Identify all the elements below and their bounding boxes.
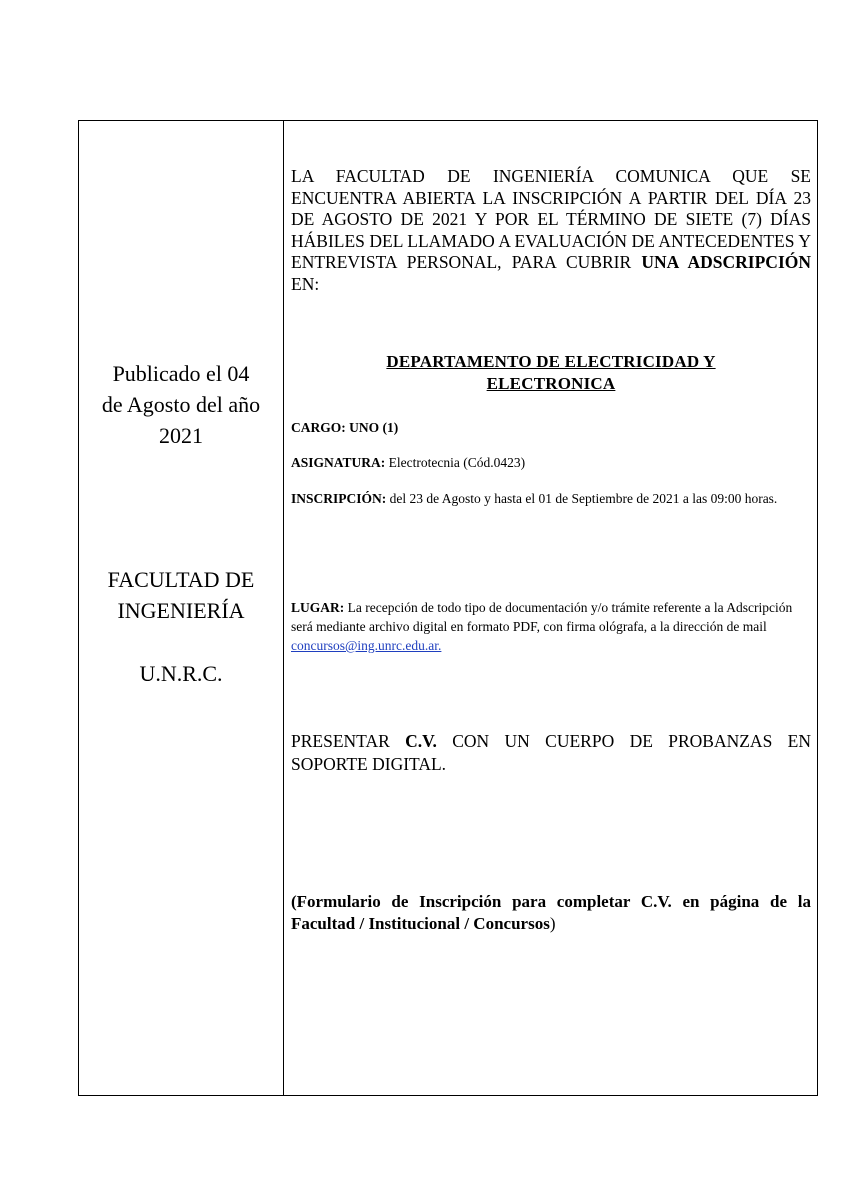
formulario-bold: (Formulario de Inscripción para completar C.V. en página de la Facultad / Institucional / Concursos (291, 892, 811, 933)
lugar-value: La recepción de todo tipo de documentación y/o trámite referente a la Adscripción será mediante archivo digital en formato PDF, con firma ológrafa, a la dirección de mail (291, 600, 793, 634)
presentar-pre: PRESENTAR (291, 731, 406, 751)
lugar-label: LUGAR: (291, 600, 345, 615)
department-line-1: DEPARTAMENTO DE ELECTRICIDAD Y (386, 352, 716, 371)
email-link[interactable]: concursos@ing.unrc.edu.ar. (291, 638, 442, 653)
publication-line-3: 2021 (159, 423, 203, 448)
intro-text: LA FACULTAD DE INGENIERÍA COMUNICA QUE SE ENCUENTRA ABIERTA LA INSCRIPCIÓN A PARTIR DEL DÍA 23 DE AGOSTO DE 2021 Y POR EL TÉRMINO DE SIETE (7) DÍAS HÁBILES DEL LLAMADO A EVALUACIÓN DE ANTECEDENTES Y ENTREVISTA PERSONAL, PARA CUBRIR (291, 166, 811, 272)
asignatura-line (291, 453, 811, 472)
formulario-note (291, 891, 811, 935)
faculty-name (80, 564, 282, 626)
cargo-line (291, 418, 811, 437)
inscripcion-value: del 23 de Agosto y hasta el 01 de Septiembre de 2021 a las 09:00 horas. (386, 491, 778, 506)
cargo-label: CARGO: UNO (1) (291, 420, 399, 435)
inscripcion-line (291, 489, 811, 508)
intro-tail: EN: (291, 273, 320, 294)
department-title (291, 351, 811, 395)
publication-line-2: de Agosto del año (101, 392, 261, 417)
presentar-line (291, 730, 811, 776)
column-divider (283, 120, 284, 1096)
announcement-intro (291, 166, 811, 295)
asignatura-value: Electrotecnia (Cód.0423) (385, 455, 526, 470)
presentar-post: CON UN CUERPO DE PROBANZAS EN SOPORTE DIGITAL. (291, 731, 811, 774)
lugar-line (291, 598, 811, 655)
inscripcion-label: INSCRIPCIÓN: (291, 491, 387, 506)
university-name: U.N.R.C. (139, 661, 223, 686)
faculty-line-1: FACULTAD DE (107, 567, 255, 592)
department-line-2: ELECTRONICA (486, 374, 616, 393)
intro-bold: UNA ADSCRIPCIÓN (641, 252, 812, 272)
faculty-line-2: INGENIERÍA (117, 598, 245, 623)
asignatura-label: ASIGNATURA: (291, 455, 386, 470)
publication-line-1: Publicado el 04 (112, 361, 250, 386)
publication-date (80, 358, 282, 451)
formulario-close: ) (549, 914, 556, 933)
presentar-bold: C.V. (405, 731, 437, 751)
